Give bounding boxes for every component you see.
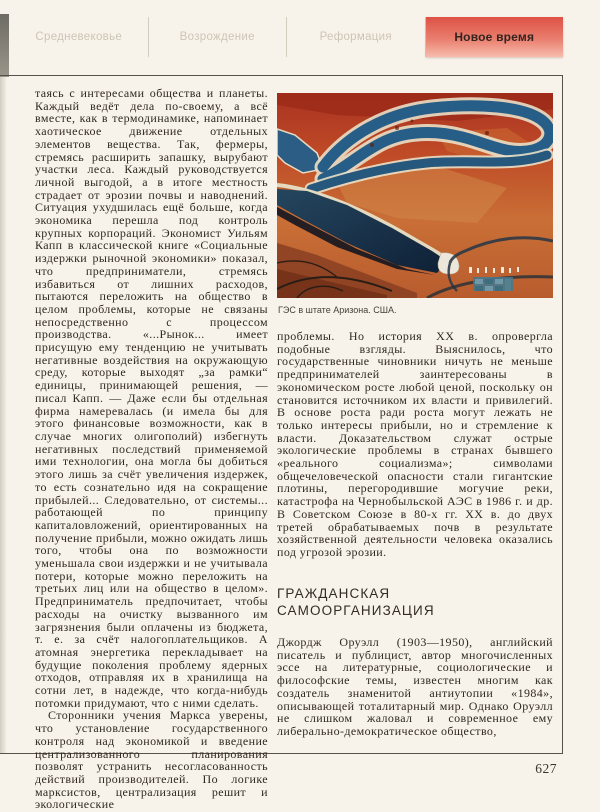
- tab-novoe-vremya-active[interactable]: [426, 17, 564, 57]
- tab-label: Новое время: [454, 30, 535, 44]
- tab-label: Средневековье: [35, 31, 123, 43]
- tab-vozrozhdenie[interactable]: [149, 17, 288, 57]
- dam-aerial-photo-illustration: [277, 93, 553, 298]
- tab-label: Возрождение: [179, 31, 255, 43]
- paragraph: таясь с интересами общества и планеты. Каждый ведёт дела по-своему, а всё вместе, как в термодинамике, напоминает хаотическое движение отдельных элементов вещества. Так, фермеры, стремясь расширить запашку, вырубают участки леса. Каждый руководствуется личной выгодой, а в итоге местность страдает от эрозии почвы и наводнений. Ситуация ухудшилась ещё больше, когда экономика перешла под контроль крупных корпораций. Экономист Уильям Капп в классической книге «Социальные издержки рыночной экономики» показал, что предприниматели, стремясь избавиться от лишних расходов, пытаются переложить на общество в целом проблемы, которые не связаны непосредственно с процессом производства. «...Рынок... имеет присущую ему тенденцию не учитывать негативные воздействия на окружающую среду, которые выходят „за рамки“ единицы, принимающей решения, — писал Капп. — Даже если бы отдельная фирма намеревалась (и имела бы для этого финансовые возможности, как в случае многих олигополий) избегнуть негативных последствий применяемой ими технологии, она могла бы добиться этого лишь за счёт увеличения издержек, то есть сознательно идя на сокращение прибылей... Следовательно, от системы... работающей по принципу капиталовложений, ориентированных на получение прибыли, можно ожидать лишь того, чтобы она по возможности уменьшала свои издержки и не учитывала потери, которые можно переложить на третьих лиц или на общество в целом». Предприниматель предпочитает, чтобы расходы на очистку вызванного им загрязнения были оплачены из бюджета, т. е. за счёт налогоплательщиков. А атомная энергетика перекладывает на будущие поколения проблему ядерных отходов, отправляя их в хранилища на сотни лет, в надежде, что когда-нибудь потомки придумают, что с ними сделать.: [35, 86, 268, 710]
- section-heading: ГРАЖДАНСКАЯ САМООРГАНИЗАЦИЯ: [277, 586, 435, 618]
- era-tabs: [10, 17, 563, 57]
- photo-caption: ГЭС в штате Аризона. США.: [278, 305, 397, 315]
- binding-shadow-top: [0, 14, 9, 77]
- tab-label: Реформация: [319, 31, 392, 43]
- paragraph: проблемы. Но история XX в. опровергла подобные взгляды. Выяснилось, что государственные чиновники ничуть не меньше предпринимателей заинтересованы в экономическом росте любой ценой, поскольку он становится источником их власти и привилегий. В основе роста ради роста могут лежать не только интересы прибыли, но и стремление к власти. Доказательством служат острые экологические проблемы в странах бывшего «реального социализма»; символами общечеловеческой опасности стали гигантские плотины, перегородившие могучие реки, катастрофа на Чернобыльской АЭС в 1986 г. и др. В Советском Союзе в 80-х гг. XX в. до двух третей обрабатываемых почв в результате хозяйственной деятельности человека оказались под угрозой эрозии.: [277, 329, 553, 559]
- paragraph: Сторонники учения Маркса уверены, что установление государственного контроля над экономикой и введение централизованного планирования позволят устранить несогласованность действий производителей. По логике марксистов, централизация решит и экологические: [35, 708, 268, 812]
- page-number: 627: [535, 761, 557, 776]
- right-text-column-top: [277, 330, 553, 559]
- right-text-column-bottom: [277, 636, 553, 738]
- frame-rule-top: [0, 75, 563, 76]
- tab-srednevekovye[interactable]: [10, 17, 149, 57]
- binding-shadow-side: [0, 77, 7, 753]
- dam-aerial-photo: [277, 93, 553, 298]
- frame-rule-right: [562, 75, 563, 754]
- paragraph: Джордж Оруэлл (1903—1950), английский писатель и публицист, автор многочисленных эссе на литературные, социологические и философские темы, известен многим как создатель знаменитой антиутопии «1984», описывающей тоталитарный мир. Однако Оруэлл не слишком жаловал и современное ему либерально-демократическое общество,: [277, 635, 553, 738]
- left-text-column: [35, 87, 268, 811]
- tab-reformatsiya[interactable]: [287, 17, 426, 57]
